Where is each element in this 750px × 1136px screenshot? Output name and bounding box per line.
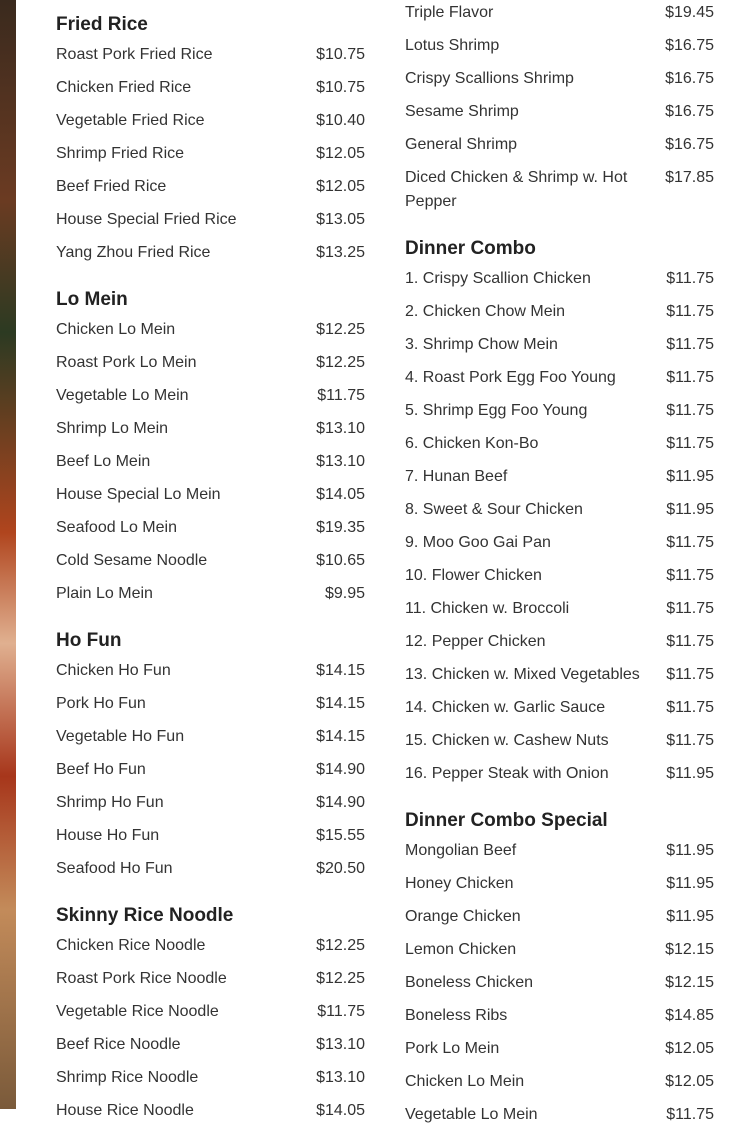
menu-item-name: Vegetable Lo Mein bbox=[56, 387, 189, 404]
menu-item-price: $14.15 bbox=[316, 695, 365, 712]
menu-item-roast-pork-fried-rice[interactable] bbox=[56, 43, 365, 67]
menu-item-price: $13.10 bbox=[316, 1036, 365, 1053]
menu-item-name: 13. Chicken w. Mixed Vegetables bbox=[405, 666, 640, 683]
menu-item-price: $11.75 bbox=[666, 270, 714, 287]
menu-item-lemon-chicken[interactable] bbox=[405, 938, 714, 962]
menu-item-price: $11.75 bbox=[666, 534, 714, 551]
menu-item-price: $11.95 bbox=[666, 842, 714, 859]
menu-item-name: 3. Shrimp Chow Mein bbox=[405, 336, 558, 353]
menu-item-price: $12.15 bbox=[665, 941, 714, 958]
menu-item-name: Shrimp Rice Noodle bbox=[56, 1069, 199, 1086]
menu-item-name: 12. Pepper Chicken bbox=[405, 633, 546, 650]
menu-item-shrimp-ho-fun[interactable] bbox=[56, 791, 365, 815]
menu-item-beef-lo-mein[interactable] bbox=[56, 450, 365, 474]
menu-item-beef-rice-noodle[interactable] bbox=[56, 1033, 365, 1057]
menu-item-name: 11. Chicken w. Broccoli bbox=[405, 600, 570, 617]
menu-item-name: Boneless Ribs bbox=[405, 1007, 508, 1024]
menu-item-name: Beef Fried Rice bbox=[56, 178, 167, 195]
menu-item-price: $11.75 bbox=[666, 336, 714, 353]
menu-item-price: $11.75 bbox=[317, 387, 365, 404]
menu-item-house-ho-fun[interactable] bbox=[56, 824, 365, 848]
menu-item-price: $11.95 bbox=[666, 468, 714, 485]
section-title: Fried Rice bbox=[56, 14, 148, 35]
menu-item-15-chicken-w-cashew-nuts[interactable] bbox=[405, 729, 714, 753]
menu-item-price: $13.25 bbox=[316, 244, 365, 261]
menu-item-name: Beef Lo Mein bbox=[56, 453, 151, 470]
menu-item-price: $11.75 bbox=[666, 567, 714, 584]
menu-item-price: $12.05 bbox=[316, 178, 365, 195]
menu-item-roast-pork-lo-mein[interactable] bbox=[56, 351, 365, 375]
menu-item-price: $12.25 bbox=[316, 970, 365, 987]
menu-item-price: $13.10 bbox=[316, 1069, 365, 1086]
menu-item-boneless-ribs[interactable] bbox=[405, 1004, 714, 1028]
menu-item-name: Crispy Scallions Shrimp bbox=[405, 70, 574, 87]
menu-section-skinny-rice-noodle bbox=[56, 890, 365, 1123]
menu-item-roast-pork-rice-noodle[interactable] bbox=[56, 967, 365, 991]
menu-item-price: $11.75 bbox=[666, 1106, 714, 1123]
menu-item-name: House Rice Noodle bbox=[56, 1102, 194, 1119]
menu-item-name: 2. Chicken Chow Mein bbox=[405, 303, 566, 320]
menu-item-name: Yang Zhou Fried Rice bbox=[56, 244, 211, 261]
menu-item-chicken-lo-mein[interactable] bbox=[56, 318, 365, 342]
menu-item-price: $16.75 bbox=[665, 136, 714, 153]
menu-item-12-pepper-chicken[interactable] bbox=[405, 630, 714, 654]
menu-item-vegetable-fried-rice[interactable] bbox=[56, 109, 365, 133]
menu-item-name: Shrimp Lo Mein bbox=[56, 420, 169, 437]
menu-item-shrimp-lo-mein[interactable] bbox=[56, 417, 365, 441]
menu-item-name: Triple Flavor bbox=[405, 4, 494, 21]
menu-item-diced-chicken-shrimp-w-hot-pepper[interactable] bbox=[405, 166, 714, 214]
menu-item-beef-ho-fun[interactable] bbox=[56, 758, 365, 782]
menu-item-price: $15.55 bbox=[316, 827, 365, 844]
menu-item-price: $11.75 bbox=[666, 600, 714, 617]
menu-item-name: 16. Pepper Steak with Onion bbox=[405, 765, 609, 782]
menu-item-price: $11.75 bbox=[317, 1003, 365, 1020]
menu-item-16-pepper-steak-with-onion[interactable] bbox=[405, 762, 714, 786]
section-title: Dinner Combo bbox=[405, 238, 536, 259]
menu-item-name: General Shrimp bbox=[405, 136, 518, 153]
menu-item-house-special-lo-mein[interactable] bbox=[56, 483, 365, 507]
menu-item-name: House Ho Fun bbox=[56, 827, 160, 844]
menu-item-name: 10. Flower Chicken bbox=[405, 567, 542, 584]
menu-item-price: $14.90 bbox=[316, 761, 365, 778]
menu-item-price: $11.75 bbox=[666, 666, 714, 683]
menu-item-4-roast-pork-egg-foo-young[interactable] bbox=[405, 366, 714, 390]
menu-item-general-shrimp[interactable] bbox=[405, 133, 714, 157]
menu-item-name: Roast Pork Lo Mein bbox=[56, 354, 197, 371]
menu-item-name: 8. Sweet & Sour Chicken bbox=[405, 501, 583, 518]
menu-section-dinner-combo bbox=[405, 223, 714, 786]
menu-section-fried-rice bbox=[56, 13, 365, 265]
menu-item-price: $11.75 bbox=[666, 402, 714, 419]
menu-item-name: Vegetable Lo Mein bbox=[405, 1106, 538, 1123]
menu-item-name: Lotus Shrimp bbox=[405, 37, 500, 54]
menu-item-price: $11.75 bbox=[666, 699, 714, 716]
menu-column-right bbox=[405, 1, 714, 1136]
menu-item-chicken-fried-rice[interactable] bbox=[56, 76, 365, 100]
menu-item-price: $11.75 bbox=[666, 369, 714, 386]
menu-item-8-sweet-sour-chicken[interactable] bbox=[405, 498, 714, 522]
menu-item-name: Chicken Ho Fun bbox=[56, 662, 171, 679]
menu-item-vegetable-rice-noodle[interactable] bbox=[56, 1000, 365, 1024]
menu-item-house-special-fried-rice[interactable] bbox=[56, 208, 365, 232]
menu-item-price: $13.05 bbox=[316, 211, 365, 228]
menu-item-price: $11.95 bbox=[666, 908, 714, 925]
menu-item-name: Shrimp Fried Rice bbox=[56, 145, 185, 162]
menu-item-chicken-lo-mein[interactable] bbox=[405, 1070, 714, 1094]
menu-item-price: $12.25 bbox=[316, 321, 365, 338]
menu-item-shrimp-rice-noodle[interactable] bbox=[56, 1066, 365, 1090]
menu-item-5-shrimp-egg-foo-young[interactable] bbox=[405, 399, 714, 423]
menu-item-name: Sesame Shrimp bbox=[405, 103, 519, 120]
menu-item-1-crispy-scallion-chicken[interactable] bbox=[405, 267, 714, 291]
menu-item-price: $13.10 bbox=[316, 453, 365, 470]
menu-item-price: $10.75 bbox=[316, 79, 365, 96]
menu-item-10-flower-chicken[interactable] bbox=[405, 564, 714, 588]
menu-item-price: $11.75 bbox=[666, 303, 714, 320]
menu-item-seafood-lo-mein[interactable] bbox=[56, 516, 365, 540]
menu-item-name: Chicken Rice Noodle bbox=[56, 937, 206, 954]
menu-item-sesame-shrimp[interactable] bbox=[405, 100, 714, 124]
menu-item-name: Pork Ho Fun bbox=[56, 695, 146, 712]
menu-item-chicken-rice-noodle[interactable] bbox=[56, 934, 365, 958]
menu-item-7-hunan-beef[interactable] bbox=[405, 465, 714, 489]
section-title: Ho Fun bbox=[56, 630, 122, 651]
menu-item-2-chicken-chow-mein[interactable] bbox=[405, 300, 714, 324]
menu-item-orange-chicken[interactable] bbox=[405, 905, 714, 929]
menu-item-name: 4. Roast Pork Egg Foo Young bbox=[405, 369, 616, 386]
menu-item-price: $16.75 bbox=[665, 37, 714, 54]
menu-item-price: $10.40 bbox=[316, 112, 365, 129]
menu-item-name: Roast Pork Rice Noodle bbox=[56, 970, 227, 987]
menu-item-price: $12.05 bbox=[665, 1040, 714, 1057]
menu-item-price: $13.10 bbox=[316, 420, 365, 437]
menu-item-name: Seafood Lo Mein bbox=[56, 519, 177, 536]
menu-item-name: Diced Chicken & Shrimp w. Hot Pepper bbox=[405, 169, 628, 210]
menu-item-plain-lo-mein[interactable] bbox=[56, 582, 365, 606]
menu-item-price: $16.75 bbox=[665, 70, 714, 87]
menu-item-13-chicken-w-mixed-vegetables[interactable] bbox=[405, 663, 714, 687]
menu-item-mongolian-beef[interactable] bbox=[405, 839, 714, 863]
menu-item-name: Beef Ho Fun bbox=[56, 761, 146, 778]
menu-item-price: $11.75 bbox=[666, 633, 714, 650]
menu-item-name: Mongolian Beef bbox=[405, 842, 517, 859]
menu-item-price: $12.15 bbox=[665, 974, 714, 991]
menu-column-left bbox=[56, 13, 365, 1132]
menu-item-name: Chicken Fried Rice bbox=[56, 79, 192, 96]
menu-item-price: $10.75 bbox=[316, 46, 365, 63]
menu-item-name: Beef Rice Noodle bbox=[56, 1036, 181, 1053]
menu-item-name: House Special Fried Rice bbox=[56, 211, 237, 228]
menu-item-chicken-ho-fun[interactable] bbox=[56, 659, 365, 683]
menu-item-price: $14.05 bbox=[316, 486, 365, 503]
menu-item-house-rice-noodle[interactable] bbox=[56, 1099, 365, 1123]
menu-item-yang-zhou-fried-rice[interactable] bbox=[56, 241, 365, 265]
menu-item-cold-sesame-noodle[interactable] bbox=[56, 549, 365, 573]
menu-item-name: 14. Chicken w. Garlic Sauce bbox=[405, 699, 606, 716]
menu-item-boneless-chicken[interactable] bbox=[405, 971, 714, 995]
section-title: Skinny Rice Noodle bbox=[56, 905, 234, 926]
menu-item-price: $11.95 bbox=[666, 875, 714, 892]
menu-item-name: Orange Chicken bbox=[405, 908, 521, 925]
menu-item-name: Chicken Lo Mein bbox=[56, 321, 176, 338]
menu-item-name: Vegetable Ho Fun bbox=[56, 728, 185, 745]
menu-item-name: Honey Chicken bbox=[405, 875, 514, 892]
section-title: Dinner Combo Special bbox=[405, 810, 608, 831]
menu-item-triple-flavor[interactable] bbox=[405, 1, 714, 25]
menu-item-price: $17.85 bbox=[665, 169, 714, 186]
menu-item-crispy-scallions-shrimp[interactable] bbox=[405, 67, 714, 91]
menu-item-price: $11.75 bbox=[666, 435, 714, 452]
menu-item-3-shrimp-chow-mein[interactable] bbox=[405, 333, 714, 357]
menu-item-price: $16.75 bbox=[665, 103, 714, 120]
menu-item-honey-chicken[interactable] bbox=[405, 872, 714, 896]
menu-item-price: $14.05 bbox=[316, 1102, 365, 1119]
menu-item-price: $14.15 bbox=[316, 728, 365, 745]
menu-section-dinner-combo-special bbox=[405, 795, 714, 1127]
background-food-image bbox=[0, 0, 16, 1109]
menu-item-price: $12.05 bbox=[316, 145, 365, 162]
menu-item-price: $12.25 bbox=[316, 354, 365, 371]
menu-item-pork-lo-mein[interactable] bbox=[405, 1037, 714, 1061]
menu-item-price: $19.35 bbox=[316, 519, 365, 536]
menu-item-14-chicken-w-garlic-sauce[interactable] bbox=[405, 696, 714, 720]
menu-item-name: House Special Lo Mein bbox=[56, 486, 221, 503]
menu-item-name: Plain Lo Mein bbox=[56, 585, 153, 602]
menu-item-vegetable-lo-mein[interactable] bbox=[405, 1103, 714, 1127]
menu-item-price: $12.05 bbox=[665, 1073, 714, 1090]
menu-item-name: Cold Sesame Noodle bbox=[56, 552, 208, 569]
menu-item-shrimp-fried-rice[interactable] bbox=[56, 142, 365, 166]
menu-item-vegetable-ho-fun[interactable] bbox=[56, 725, 365, 749]
menu-item-name: Chicken Lo Mein bbox=[405, 1073, 525, 1090]
menu-item-name: Seafood Ho Fun bbox=[56, 860, 173, 877]
menu-item-price: $19.45 bbox=[665, 4, 714, 21]
menu-section-ho-fun bbox=[56, 615, 365, 881]
menu-item-name: Pork Lo Mein bbox=[405, 1040, 500, 1057]
menu-item-name: 15. Chicken w. Cashew Nuts bbox=[405, 732, 609, 749]
menu-item-name: Vegetable Fried Rice bbox=[56, 112, 205, 129]
menu-item-name: 1. Crispy Scallion Chicken bbox=[405, 270, 591, 287]
menu-item-name: 6. Chicken Kon-Bo bbox=[405, 435, 539, 452]
menu-item-vegetable-lo-mein[interactable] bbox=[56, 384, 365, 408]
section-title: Lo Mein bbox=[56, 289, 128, 310]
menu-item-name: Lemon Chicken bbox=[405, 941, 517, 958]
menu-item-name: 9. Moo Goo Gai Pan bbox=[405, 534, 551, 551]
menu-item-name: 5. Shrimp Egg Foo Young bbox=[405, 402, 588, 419]
menu-item-11-chicken-w-broccoli[interactable] bbox=[405, 597, 714, 621]
menu-item-price: $14.15 bbox=[316, 662, 365, 679]
menu-item-name: Roast Pork Fried Rice bbox=[56, 46, 213, 63]
menu-item-price: $10.65 bbox=[316, 552, 365, 569]
menu-item-beef-fried-rice[interactable] bbox=[56, 175, 365, 199]
menu-item-name: 7. Hunan Beef bbox=[405, 468, 508, 485]
menu-item-price: $12.25 bbox=[316, 937, 365, 954]
menu-item-price: $14.90 bbox=[316, 794, 365, 811]
menu-item-name: Vegetable Rice Noodle bbox=[56, 1003, 219, 1020]
menu-item-pork-ho-fun[interactable] bbox=[56, 692, 365, 716]
menu-item-price: $11.95 bbox=[666, 501, 714, 518]
menu-item-price: $11.75 bbox=[666, 732, 714, 749]
menu-item-6-chicken-kon-bo[interactable] bbox=[405, 432, 714, 456]
menu-item-price: $14.85 bbox=[665, 1007, 714, 1024]
menu-section-lo-mein bbox=[56, 274, 365, 606]
menu-item-name: Boneless Chicken bbox=[405, 974, 534, 991]
menu-item-price: $20.50 bbox=[316, 860, 365, 877]
menu-item-price: $11.95 bbox=[666, 765, 714, 782]
menu-item-lotus-shrimp[interactable] bbox=[405, 34, 714, 58]
menu-item-9-moo-goo-gai-pan[interactable] bbox=[405, 531, 714, 555]
menu-item-seafood-ho-fun[interactable] bbox=[56, 857, 365, 881]
menu-item-name: Shrimp Ho Fun bbox=[56, 794, 164, 811]
menu-item-price: $9.95 bbox=[324, 585, 365, 602]
